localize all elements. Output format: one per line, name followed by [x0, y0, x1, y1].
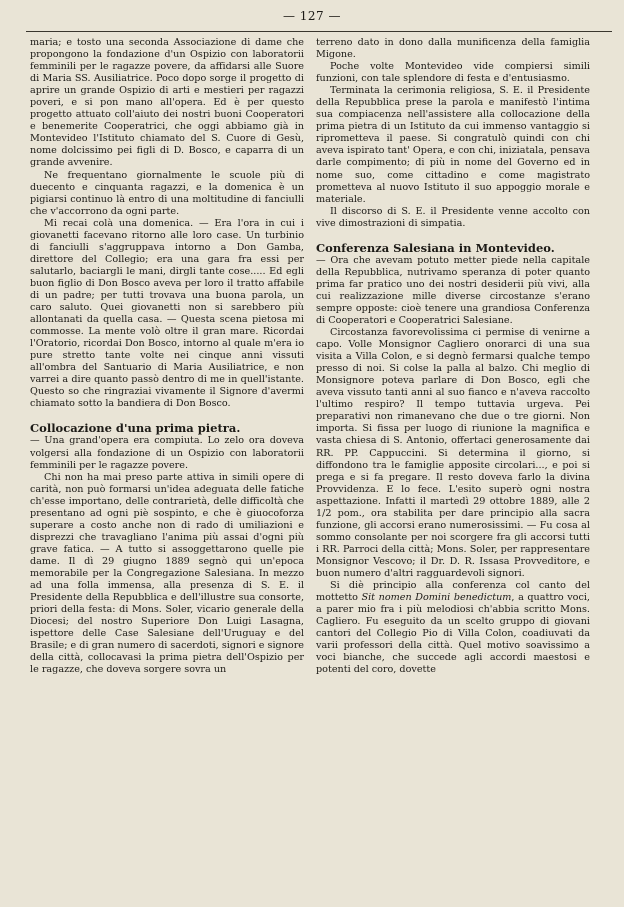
section-heading-collocazione: Collocazione d'una prima pietra. [30, 421, 241, 436]
paragraph: Ne frequentano giornalmente le scuole più di duecento e cinquanta ragazzi, e la domenica è un pigiarsi continuo là entro di una moltitudine di fanciulli che v'accorrono da ogni parte. [30, 169, 304, 217]
text-run: Si diè principio alla conferenza col canto del mottetto [316, 580, 590, 604]
motet-title: Sit nomen Domini benedictum [361, 592, 512, 604]
paragraph: Circostanza favorevolissima ci permise di venirne a capo. Volle Monsignor Cagliero onorarci di una sua visita a Villa Colon, e si degnò fermarsi qualche tempo presso di noi. Si colse la palla al balzo. Chi meglio di Monsignore poteva parlare di Don Bosco, egli che aveva vissuto tanti anni al suo fianco e n'aveva raccolto l'ultimo respiro? Il tempo tuttavia urgeva. Pei preparativi non rimanevano che due o tre giorni. Non importa. Si fissa per luogo di riunione la magnifica e vasta chiesa di S. Antonio, offertaci generosamente dai RR. PP. Cappuccini. Si determina il giorno, si diffondono tra le famiglie apposite circolari..., e poi si prega e si fa pregare. Il resto doveva farlo la divina Provvidenza. E lo fece. L'esito superò ogni nostra aspettazione. Infatti il martedì 29 ottobre 1889, alle 2 1/2 pom., ora stabilita per dare principio alla sacra funzione, gli accorsi erano numerosissimi. — Fu cosa al sommo consolante per noi scorgere fra gli accorsi tutti i RR. Parroci della città; Mons. Soler, per rappresentare Monsignor Vescovo; il Dr. D. R. Issasa Provveditore, e buon numero d'altri ragguardevoli signori. [316, 327, 590, 579]
paragraph: Il discorso di S. E. il Presidente venne accolto con vive dimostrazioni di simpatia. [316, 205, 590, 229]
right-column [316, 37, 590, 897]
section-heading-conferenza: Conferenza Salesiana in Montevideo. [316, 240, 555, 255]
paragraph: Chi non ha mai preso parte attiva in simili opere di carità, non può formarsi un'idea adeguata delle fatiche ch'esse importano, delle contrarietà, delle difficoltà che presentano ad ogni piè sospinto, e che è giuocoforza superare a costo anche non di rado di umiliazioni e disprezzi che travagliano l'anima più assai d'ogni più grave fatica. — A tutto si assoggettarono quelle pie dame. Il dì 29 giugno 1889 segnò qui un'epoca memorabile per la Congregazione Salesiana. In mezzo ad una folla immensa, alla presenza di S. E. il Presidente della Repubblica e dell'illustre sua consorte, priori della festa: di Mons. Soler, vicario generale della Diocesi; del nostro Superiore Don Luigi Lasagna, ispettore delle Case Salesiane dell'Uruguay e del Brasile; e di gran numero di sacerdoti, signori e signore della città, collocavasi la prima pietra dell'Ospizio per le ragazze, che doveva sorgere sovra un [30, 471, 304, 676]
paragraph: — Ora che avevam potuto metter piede nella capitale della Repubblica, nutrivamo speranza di poter quanto prima far pratico uno dei nostri desiderii più vivi, alla cui realizzazione mille diverse circostanze s'erano sempre opposte: cioè tenere una grandiosa Conferenza di Cooperatori e Cooperatrici Salesiane. [316, 254, 590, 326]
paragraph: maria; e tosto una seconda Associazione di dame che propongono la fondazione d'un Ospizio con laboratorii femminili per le ragazze povere, da affidarsi alle Suore di Maria SS. Ausiliatrice. Poco dopo sorge il progetto di aprire un grande Ospizio di arti e mestieri per ragazzi poveri, e si pon mano all'opera. Ed è per questo progetto attuato coll'aiuto dei nostri buoni Cooperatori e benemerite Cooperatrici, che oggi abbiamo già in Montevideo l'Istituto chiamato del S. Cuore di Gesù, nome dolcissimo pei figli di D. Bosco, e caparra di un grande avvenire. [30, 37, 304, 169]
paragraph: terreno dato in dono dalla munificenza della famiglia Migone. [316, 37, 590, 61]
left-column [30, 37, 304, 897]
paragraph: — Una grand'opera era compiuta. Lo zelo ora doveva volgersi alla fondazione di un Ospizio con laboratorii femminili per le ragazze povere. [30, 435, 304, 471]
paragraph [316, 580, 590, 676]
paragraph: Poche volte Montevideo vide compiersi simili funzioni, con tale splendore di festa e d'entusiasmo. [316, 61, 590, 85]
page-number: — 127 — [282, 9, 342, 23]
text-run: , a quattro voci, a parer mio fra i più melodiosi ch'abbia scritto Mons. Cagliero. Fu eseguito da un scelto gruppo di giovani cantori del Collegio Pio di Villa Colon, coadiuvati da varii professori della città. Quel motivo soavissimo a voci bianche, che succede agli accordi maestosi e potenti del coro, dovette [316, 592, 590, 676]
paragraph: Mi recai colà una domenica. — Era l'ora in cui i giovanetti facevano ritorno alle loro case. Un turbinio di fanciulli s'aggruppava intorno a Don Gamba, direttore del Collegio; era una gara fra essi per salutarlo, baciargli le mani, dirgli tante cose..... Ed egli buon figlio di Don Bosco aveva per loro il tratto affabile di un padre; per tutti trovava una buona parola, un caro saluto. Quei giovanetti non si sarebbero più allontanati da quella casa. — Questa scena pietosa mi commosse. La mente volò oltre il gran mare. Ricordai l'Oratorio, ricordai Don Bosco, intorno al quale m'era io pure stretto tante volte nei cinque anni vissuti all'ombra del Santuario di Maria Ausiliatrice, e non varrei a dire quanto passò dentro di me in quell'istante. Questo so che ringraziai vivamente il Signore d'avermi chiamato sotto la bandiera di Don Bosco. [30, 217, 304, 410]
header-rule [26, 31, 612, 32]
paragraph: Terminata la cerimonia religiosa, S. E. il Presidente della Repubblica prese la parola e manifestò l'intima sua compiacenza nell'assistere alla collocazione della prima pietra di un Istituto da cui immenso vantaggio si riprometteva il paese. Si congratulò quindi con chi aveva ispirato tant' Opera, e con chi, iniziatala, pensava darle compimento; di più in nome del Governo ed in nome suo, come cittadino e come magistrato prometteva al nuovo Istituto il suo appoggio morale e materiale. [316, 85, 590, 205]
